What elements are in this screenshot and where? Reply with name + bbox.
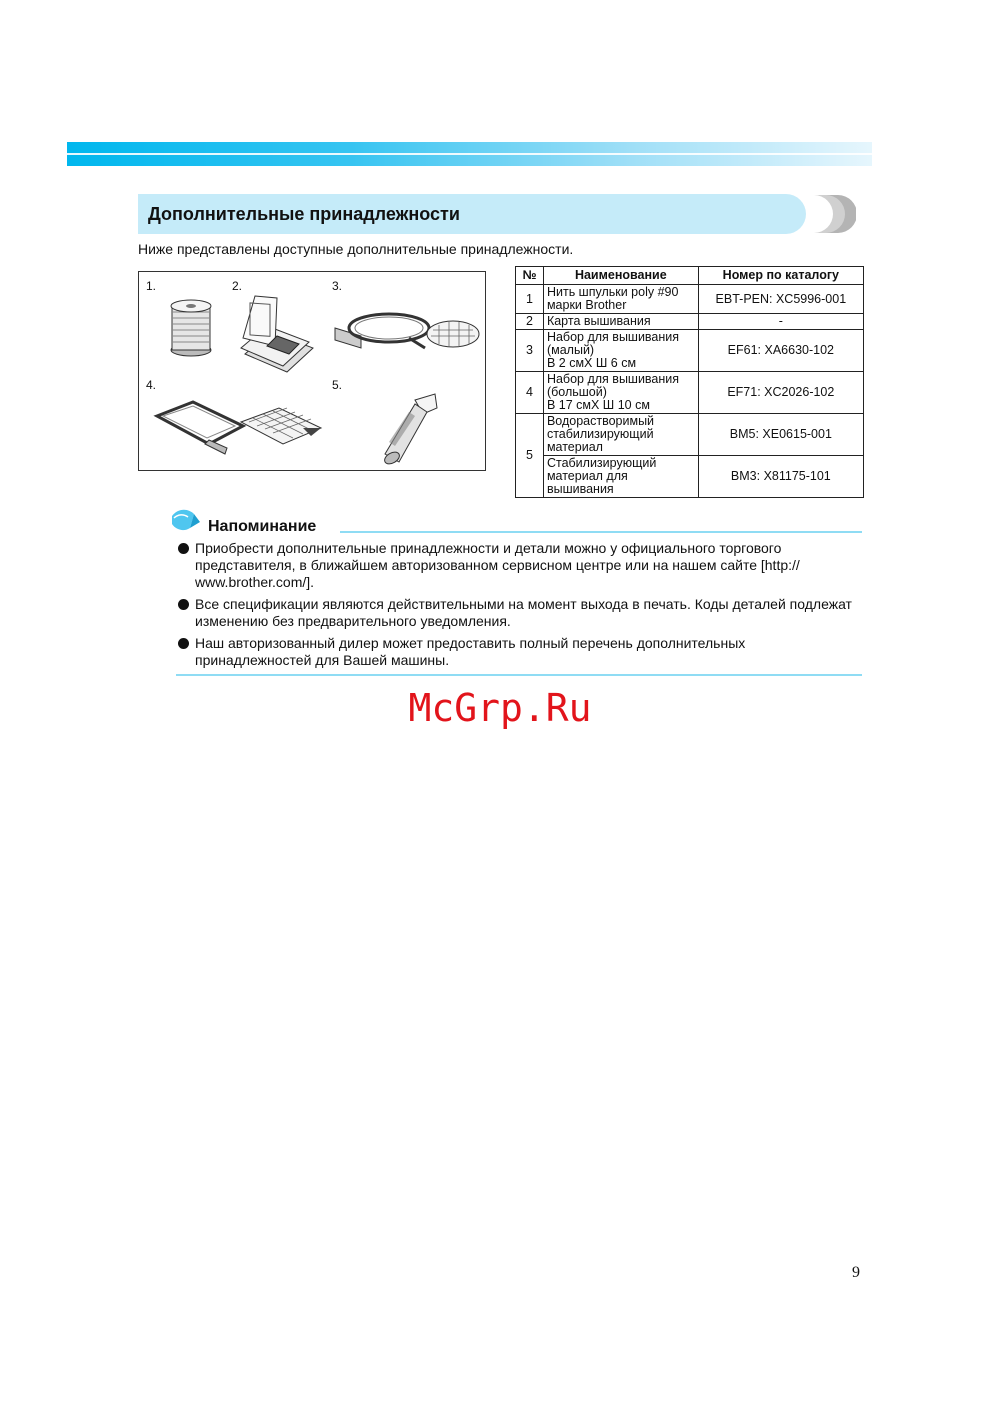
- table-row: [516, 285, 864, 314]
- header-color-band: [67, 142, 872, 166]
- table-row: [516, 314, 864, 330]
- row-code: BM5: XE0615-001: [698, 414, 863, 456]
- note-top-rule: [340, 531, 862, 533]
- row-name: Набор для вышивания (большой) В 17 смX Ш 10 см: [543, 372, 698, 414]
- figure-label-1: 1.: [146, 279, 157, 293]
- note-list: [176, 540, 862, 674]
- row-number: 5: [516, 414, 544, 498]
- watermark: McGrp.Ru: [408, 686, 592, 730]
- intro-text: Ниже представлены доступные дополнительные принадлежности.: [138, 241, 574, 257]
- row-name: Стабилизирующий материал для вышивания: [543, 456, 698, 498]
- row-code: EF61: XA6630-102: [698, 330, 863, 372]
- memo-pen-icon: [168, 506, 202, 536]
- row-name: Водорастворимый стабилизирующий материал: [543, 414, 698, 456]
- row-number: 4: [516, 372, 544, 414]
- accessories-figure: [138, 271, 486, 471]
- list-item: Приобрести дополнительные принадлежности и детали можно у официального торгового представителя, в ближайшем авторизованном сервисном центре или на нашем сайте [http:// www.brother.com/].: [176, 540, 862, 591]
- column-header-name: Наименование: [543, 267, 698, 285]
- accessories-table: [515, 266, 864, 498]
- figure-label-3: 3.: [332, 279, 343, 293]
- section-title: Дополнительные принадлежности: [148, 204, 460, 224]
- table-header-row: [516, 267, 864, 285]
- figure-label-4: 4.: [146, 378, 157, 392]
- row-code: EF71: XC2026-102: [698, 372, 863, 414]
- row-name: Карта вышивания: [543, 314, 698, 330]
- row-number: 2: [516, 314, 544, 330]
- row-code: EBT-PEN: XC5996-001: [698, 285, 863, 314]
- row-number: 1: [516, 285, 544, 314]
- thread-spool-icon: [169, 298, 213, 358]
- embroidery-card-icon: [237, 292, 317, 374]
- bullet-icon: [178, 638, 189, 649]
- figure-label-2: 2.: [232, 279, 243, 293]
- list-item: Наш авторизованный дилер может предоставить полный перечень дополнительных принадлежностей для Вашей машины.: [176, 635, 862, 669]
- column-header-number: №: [516, 267, 544, 285]
- table-row: [516, 330, 864, 372]
- page-number: 9: [852, 1264, 860, 1281]
- note-bottom-rule: [176, 674, 862, 676]
- chapter-tab-icon: [812, 195, 856, 233]
- row-name: Набор для вышивания (малый) В 2 смX Ш 6 см: [543, 330, 698, 372]
- table-row: [516, 372, 864, 414]
- row-code: BM3: X81175-101: [698, 456, 863, 498]
- figure-label-5: 5.: [332, 378, 343, 392]
- stabilizer-roll-icon: [375, 390, 441, 468]
- bullet-icon: [178, 543, 189, 554]
- table-row: [516, 414, 864, 456]
- row-code: -: [698, 314, 863, 330]
- large-hoop-icon: [153, 398, 323, 460]
- column-header-catalog-number: Номер по каталогу: [698, 267, 863, 285]
- row-number: 3: [516, 330, 544, 372]
- small-hoop-icon: [331, 306, 481, 362]
- table-row: [516, 456, 864, 498]
- bullet-icon: [178, 599, 189, 610]
- row-name: Нить шпульки poly #90 марки Brother: [543, 285, 698, 314]
- note-title: Напоминание: [208, 518, 317, 535]
- list-item: Все спецификации являются действительными на момент выхода в печать. Коды деталей подлежат изменению без предварительного уведомления.: [176, 596, 862, 630]
